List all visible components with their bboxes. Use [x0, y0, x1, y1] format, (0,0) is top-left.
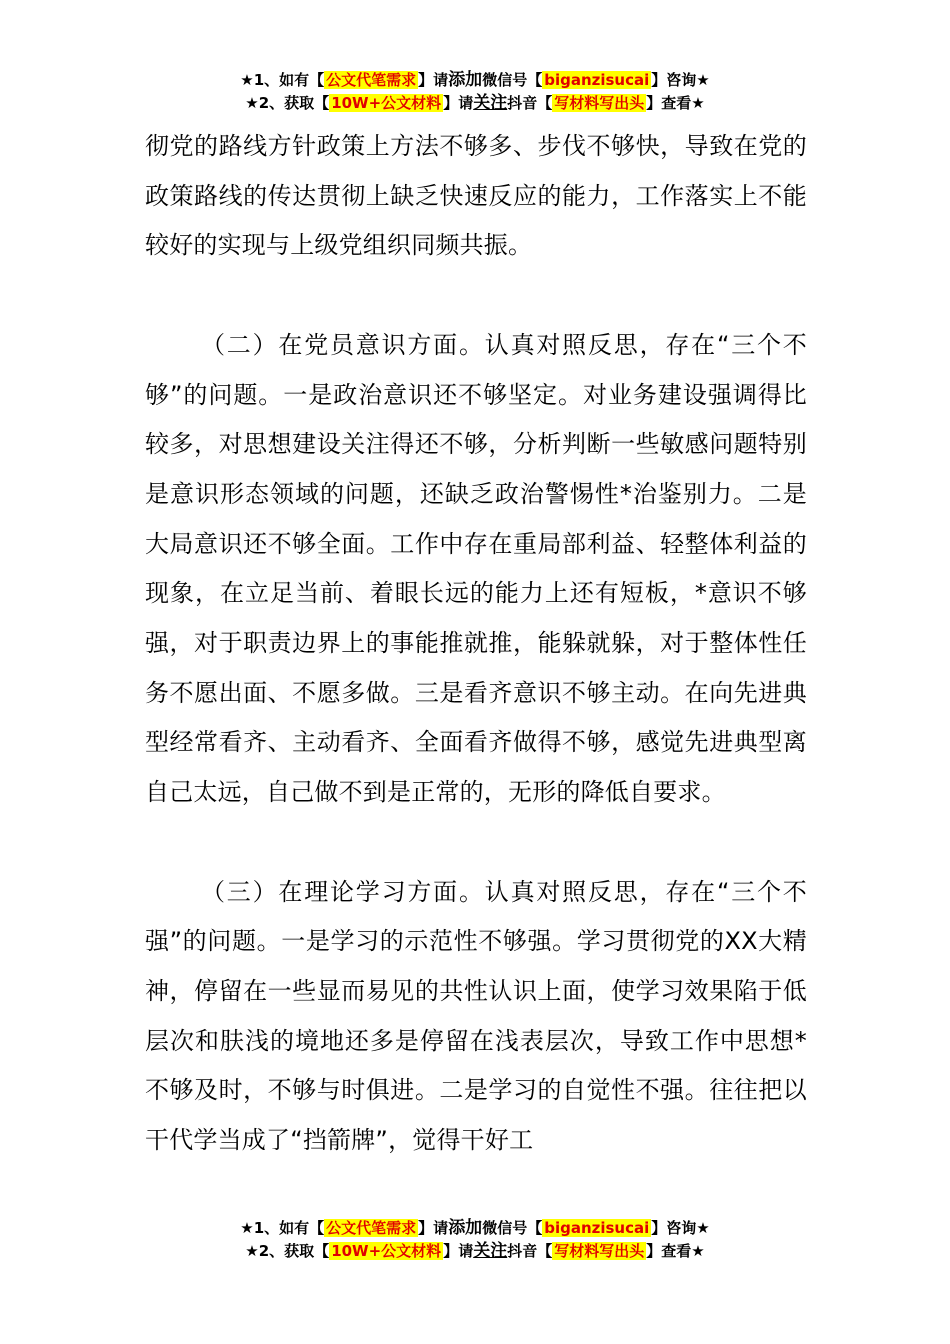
- promo-emphasis: 添加: [448, 1218, 483, 1238]
- promo-douyin-id: 写材料写出头: [554, 94, 645, 112]
- promo-text: 】请: [418, 71, 449, 89]
- promo-line-1: [0, 69, 950, 92]
- promo-highlight: 公文代笔需求: [326, 1219, 417, 1237]
- bottom-promo-banner: [0, 1217, 950, 1263]
- paragraph-theory-study: （三）在理论学习方面。认真对照反思，存在“三个不强”的问题。一是学习的示范性不够强。学习贯彻党的XX大精神，停留在一些显而易见的共性认识上面，使学习效果陷于低层次和肤浅的境地还多是停留在浅表层次，导致工作中思想*不够及时，不够与时俱进。二是学习的自觉性不强。往往把以干代学当成了“挡箭牌”，觉得干好工: [145, 877, 807, 1155]
- promo-text: 抖音【: [507, 94, 553, 112]
- promo-line-1: [0, 1217, 950, 1240]
- promo-text: ★1、如有【: [240, 71, 325, 89]
- promo-wechat-id: biganzisucai: [544, 1219, 650, 1237]
- promo-highlight: 10W+公文材料: [331, 1242, 442, 1260]
- document-body: [145, 122, 807, 1166]
- promo-text: ★2、获取【: [245, 1242, 330, 1260]
- promo-text: 微信号【: [482, 1219, 543, 1237]
- promo-text: 微信号【: [482, 71, 543, 89]
- promo-douyin-id: 写材料写出头: [554, 1242, 645, 1260]
- promo-highlight: 10W+公文材料: [331, 94, 442, 112]
- promo-text: 】咨询★: [651, 71, 710, 89]
- promo-text: 】请: [443, 94, 474, 112]
- promo-text: 抖音【: [507, 1242, 553, 1260]
- promo-text: 】查看★: [646, 1242, 705, 1260]
- promo-text: 】咨询★: [651, 1219, 710, 1237]
- promo-text: ★2、获取【: [245, 94, 330, 112]
- promo-line-2: [0, 92, 950, 115]
- promo-wechat-id: biganzisucai: [544, 71, 650, 89]
- promo-text: 】请: [418, 1219, 449, 1237]
- promo-text: 】请: [443, 1242, 474, 1260]
- promo-emphasis: 关注: [473, 93, 508, 113]
- paragraph-party-awareness: （二）在党员意识方面。认真对照反思，存在“三个不够”的问题。一是政治意识还不够坚定。对业务建设强调得比较多，对思想建设关注得还不够，分析判断一些敏感问题特别是意识形态领域的问题，还缺乏政治警惕性*治鉴别力。二是大局意识还不够全面。工作中存在重局部利益、轻整体利益的现象，在立足当前、着眼长远的能力上还有短板，*意识不够强，对于职责边界上的事能推就推，能躲就躲，对于整体性任务不愿出面、不愿多做。三是看齐意识不够主动。在向先进典型经常看齐、主动看齐、全面看齐做得不够，感觉先进典型离自己太远，自己做不到是正常的，无形的降低自要求。: [145, 330, 807, 807]
- promo-emphasis: 关注: [473, 1241, 508, 1261]
- promo-highlight: 公文代笔需求: [326, 71, 417, 89]
- top-promo-banner: [0, 69, 950, 115]
- promo-text: ★1、如有【: [240, 1219, 325, 1237]
- promo-emphasis: 添加: [448, 70, 483, 90]
- promo-text: 】查看★: [646, 94, 705, 112]
- paragraph-continuation: 彻党的路线方针政策上方法不够多、步伐不够快，导致在党的政策路线的传达贯彻上缺乏快速反应的能力，工作落实上不能较好的实现与上级党组织同频共振。: [145, 132, 807, 260]
- promo-line-2: [0, 1240, 950, 1263]
